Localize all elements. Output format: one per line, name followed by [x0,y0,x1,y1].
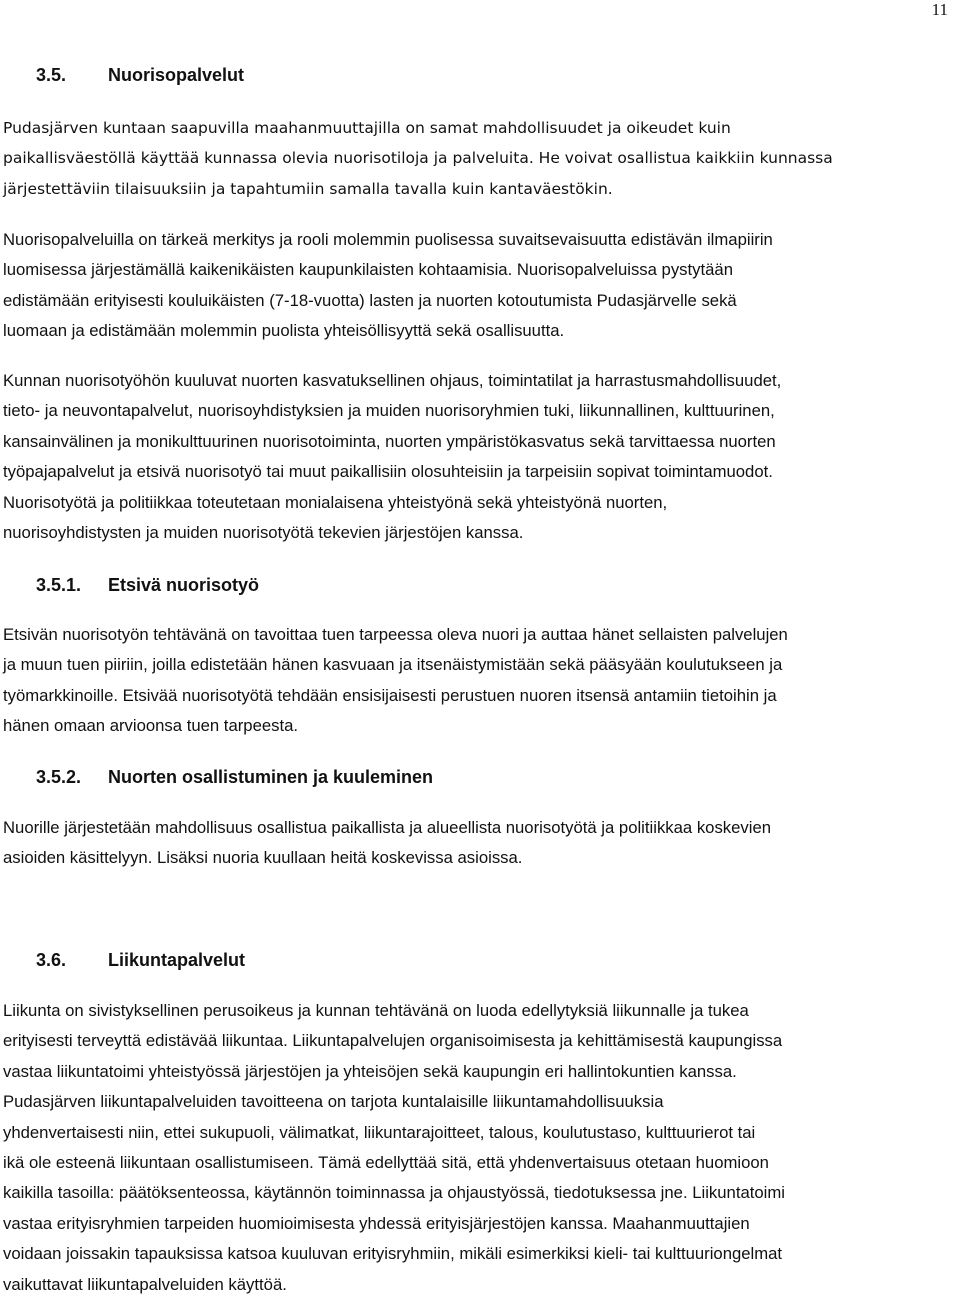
paragraph-line: hänen omaan arvioonsa tuen tarpeesta. [3,716,299,736]
section-number: 3.5.1. [36,575,82,595]
paragraph-line: paikallisväestöllä käyttää kunnassa olevia nuorisotiloja ja palveluita. He voivat osallistua kaikkiin kunnassa [3,149,833,168]
paragraph-line: kaikilla tasoilla: päätöksenteossa, käytännön toiminnassa ja ohjaustyössä, tiedotuksessa jne. Liikuntatoimi [3,1183,785,1203]
paragraph-line: nuorisoyhdistysten ja muiden nuorisotyötä tekevien järjestöjen kanssa. [3,523,524,543]
paragraph-line: tieto- ja neuvontapalvelut, nuorisoyhdistyksien ja muiden nuorisoryhmien tuki, liikunnallinen, kulttuurinen, [3,401,775,421]
paragraph-line: Kunnan nuorisotyöhön kuuluvat nuorten kasvatuksellinen ohjaus, toimintatilat ja harrastusmahdollisuudet, [3,371,782,390]
paragraph-line: vastaa liikuntatoimi yhteistyössä järjestöjen ja yhteisöjen sekä kaupungin eri hallintokuntien kanssa. [3,1061,737,1081]
paragraph-line: ja muun tuen piiriin, joilla edistetään hänen kasvuaan ja itsenäistymistään sekä pääsyään koulutukseen ja [3,655,783,675]
paragraph-line: kansainvälinen ja monikulttuurinen nuorisotoiminta, nuorten ympäristökasvatus sekä tarvittaessa nuorten [3,431,776,451]
paragraph-line: asioiden käsittelyyn. Lisäksi nuoria kuullaan heitä koskevissa asioissa. [3,848,523,868]
paragraph-line: Liikunta on sivistyksellinen perusoikeus ja kunnan tehtävänä on luoda edellytyksiä liikunnalle ja tukea [3,1001,749,1020]
paragraph-line: työpajapalvelut ja etsivä nuorisotyö tai muut paikallisiin olosuhteisiin ja tarpeisiin sopivat toimintamuodot. [3,462,773,482]
paragraph-line: Etsivän nuorisotyön tehtävänä on tavoittaa tuen tarpeessa oleva nuori ja auttaa hänet sellaisten palvelujen [3,625,788,644]
paragraph-line: Pudasjärven kuntaan saapuvilla maahanmuuttajilla on samat mahdollisuudet ja oikeudet kuin [3,119,731,137]
paragraph-line: luomisessa järjestämällä kaikenikäisten kaupunkilaisten kohtaamisia. Nuorisopalveluissa pystytään [3,260,733,280]
section-number: 3.6. [36,950,67,970]
paragraph-3 [3,366,957,548]
paragraph-line: yhdenvertaisesti niin, ettei sukupuoli, välimatkat, liikuntarajoitteet, talous, koulutustaso, kulttuurierot tai [3,1122,756,1142]
paragraph-line: Nuorisopalveluilla on tärkeä merkitys ja rooli molemmin puolisessa suvaitsevaisuutta edistävän ilmapiirin [3,230,773,249]
section-title: Nuorisopalvelut [108,65,245,85]
paragraph-line: edistämään erityisesti kouluikäisten (7-18-vuotta) lasten ja nuorten kotoutumista Pudasjärvelle sekä [3,290,737,310]
section-heading-3-5-2 [36,767,433,788]
paragraph-line: työmarkkinoille. Etsivää nuorisotyötä tehdään ensisijaisesti perustuen nuoren itsensä antamiin tietoihin ja [3,685,777,705]
paragraph-line: voidaan joissakin tapauksissa katsoa kuuluvan erityisryhmiin, mikäli esimerkiksi kieli- tai kulttuuriongelmat [3,1244,783,1264]
section-number: 3.5.2. [36,767,82,787]
paragraph-line: vastaa erityisryhmien tarpeiden huomioimisesta yhdessä erityisjärjestöjen kanssa. Maahanmuuttajien [3,1213,750,1233]
section-title: Etsivä nuorisotyö [108,575,260,595]
section-title: Nuorten osallistuminen ja kuuleminen [108,767,434,787]
section-heading-3-5-1 [36,575,259,596]
section-number: 3.5. [36,65,67,85]
paragraph-line: Nuorisotyötä ja politiikkaa toteutetaan monialaisena yhteistyönä sekä yhteistyönä nuorten, [3,492,668,512]
paragraph-1 [3,113,957,204]
paragraph-line: vaikuttavat liikuntapalveluiden käyttöä. [3,1274,287,1294]
paragraph-line: ikä ole esteenä liikuntaan osallistumiseen. Tämä edellyttää sitä, että yhdenvertaisuus otetaan huomioon [3,1153,769,1173]
paragraph-line: Nuorille järjestetään mahdollisuus osallistua paikallista ja alueellista nuorisotyötä ja politiikkaa koskevien [3,818,772,837]
paragraph-5 [3,813,957,874]
section-title: Liikuntapalvelut [108,950,246,970]
paragraph-line: Pudasjärven liikuntapalveluiden tavoitteena on tarjota kuntalaisille liikuntamahdollisuuksia [3,1092,664,1112]
page-number: 11 [931,0,948,19]
paragraph-2 [3,225,957,347]
paragraph-6 [3,996,957,1300]
paragraph-line: erityisesti terveyttä edistävää liikuntaa. Liikuntapalvelujen organisoimisesta ja kehittämisestä kaupungissa [3,1031,783,1051]
section-heading-3-6 [36,950,245,971]
paragraph-line: järjestettäviin tilaisuuksiin ja tapahtumiin samalla tavalla kuin kantaväestökin. [3,179,613,198]
paragraph-4 [3,620,957,742]
paragraph-line: luomaan ja edistämään molemmin puolista yhteisöllisyyttä sekä osallisuutta. [3,321,565,341]
section-heading-3-5 [36,65,244,86]
